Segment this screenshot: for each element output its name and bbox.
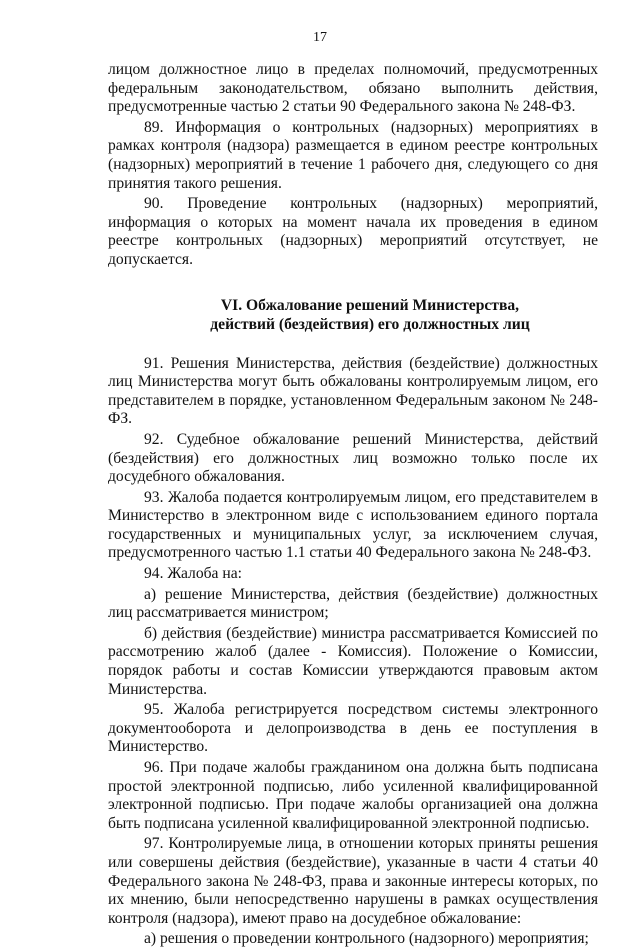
paragraph: 94. Жалоба на: <box>144 565 242 583</box>
paragraph: 95. Жалоба регистрируется посредством системы электронного документооборота и делопроизводства в день ее поступления в Министерство. <box>108 701 598 756</box>
page-number: 17 <box>313 30 327 45</box>
section-heading-line-2: действий (бездействия) его должностных лиц <box>210 315 530 333</box>
paragraph: а) решения о проведении контрольного (надзорного) мероприятия; <box>144 930 589 948</box>
paragraph: 92. Судебное обжалование решений Министерства, действий (бездействия) его должностных лиц возможно только после их досудебного обжалования. <box>108 430 598 486</box>
paragraph-continuation: лицом должностное лицо в пределах полномочий, предусмотренных федеральным законодательством, обязано выполнить действия, предусмотренные частью 2 статьи 90 Федерального закона № 248-ФЗ. <box>108 61 598 116</box>
paragraphs-before-heading <box>108 61 598 270</box>
paragraph: 91. Решения Министерства, действия (бездействие) должностных лиц Министерства могут быть обжалованы контролируемым лицом, его представителем в порядке, установленном Федеральным законом № 248-ФЗ. <box>108 354 598 428</box>
document-body <box>108 61 598 949</box>
paragraph: 89. Информация о контрольных (надзорных) мероприятиях в рамках контроля (надзора) размещается в едином реестре контрольных (надзорных) мероприятий в течение 1 рабочего дня, следующего со дня принятия такого решения. <box>108 118 598 192</box>
paragraph: 96. При подаче жалобы гражданином она должна быть подписана простой электронной подписью, либо усиленной квалифицированной электронной подписью. При подаче жалобы организацией она должна быть подписана усиленной квалифицированной электронной подписью. <box>108 759 598 832</box>
paragraph: 90. Проведение контрольных (надзорных) мероприятий, информация о которых на момент начала их проведения в едином реестре контрольных (надзорных) мероприятий отсутствует, не допускается. <box>108 195 598 268</box>
paragraph: 93. Жалоба подается контролируемым лицом, его представителем в Министерство в электронном виде с использованием единого портала государственных и муниципальных услуг, за исключением случая, предусмотренного частью 1.1 статьи 40 Федерального закона № 248-ФЗ. <box>108 488 598 562</box>
paragraph: б) действия (бездействие) министра рассматривается Комиссией по рассмотрению жалоб (далее - Комиссия). Положение о Комиссии, порядок работы и состав Комиссии утверждаются правовым актом Министерства. <box>108 624 598 698</box>
section-heading <box>108 296 598 334</box>
paragraphs-after-heading <box>108 355 598 949</box>
paragraph: а) решение Министерства, действия (бездействие) должностных лиц рассматривается министром; <box>108 585 598 622</box>
section-heading-line-1: VI. Обжалование решений Министерства, <box>220 296 520 314</box>
paragraph: 97. Контролируемые лица, в отношении которых приняты решения или совершены действия (бездействие), указанные в части 4 статьи 40 Федерального закона № 248-ФЗ, права и законные интересы которых, по их мнению, были непосредственно нарушены в рамках осуществления контроля (надзора), имеют право на досудебное обжалование: <box>108 835 598 927</box>
